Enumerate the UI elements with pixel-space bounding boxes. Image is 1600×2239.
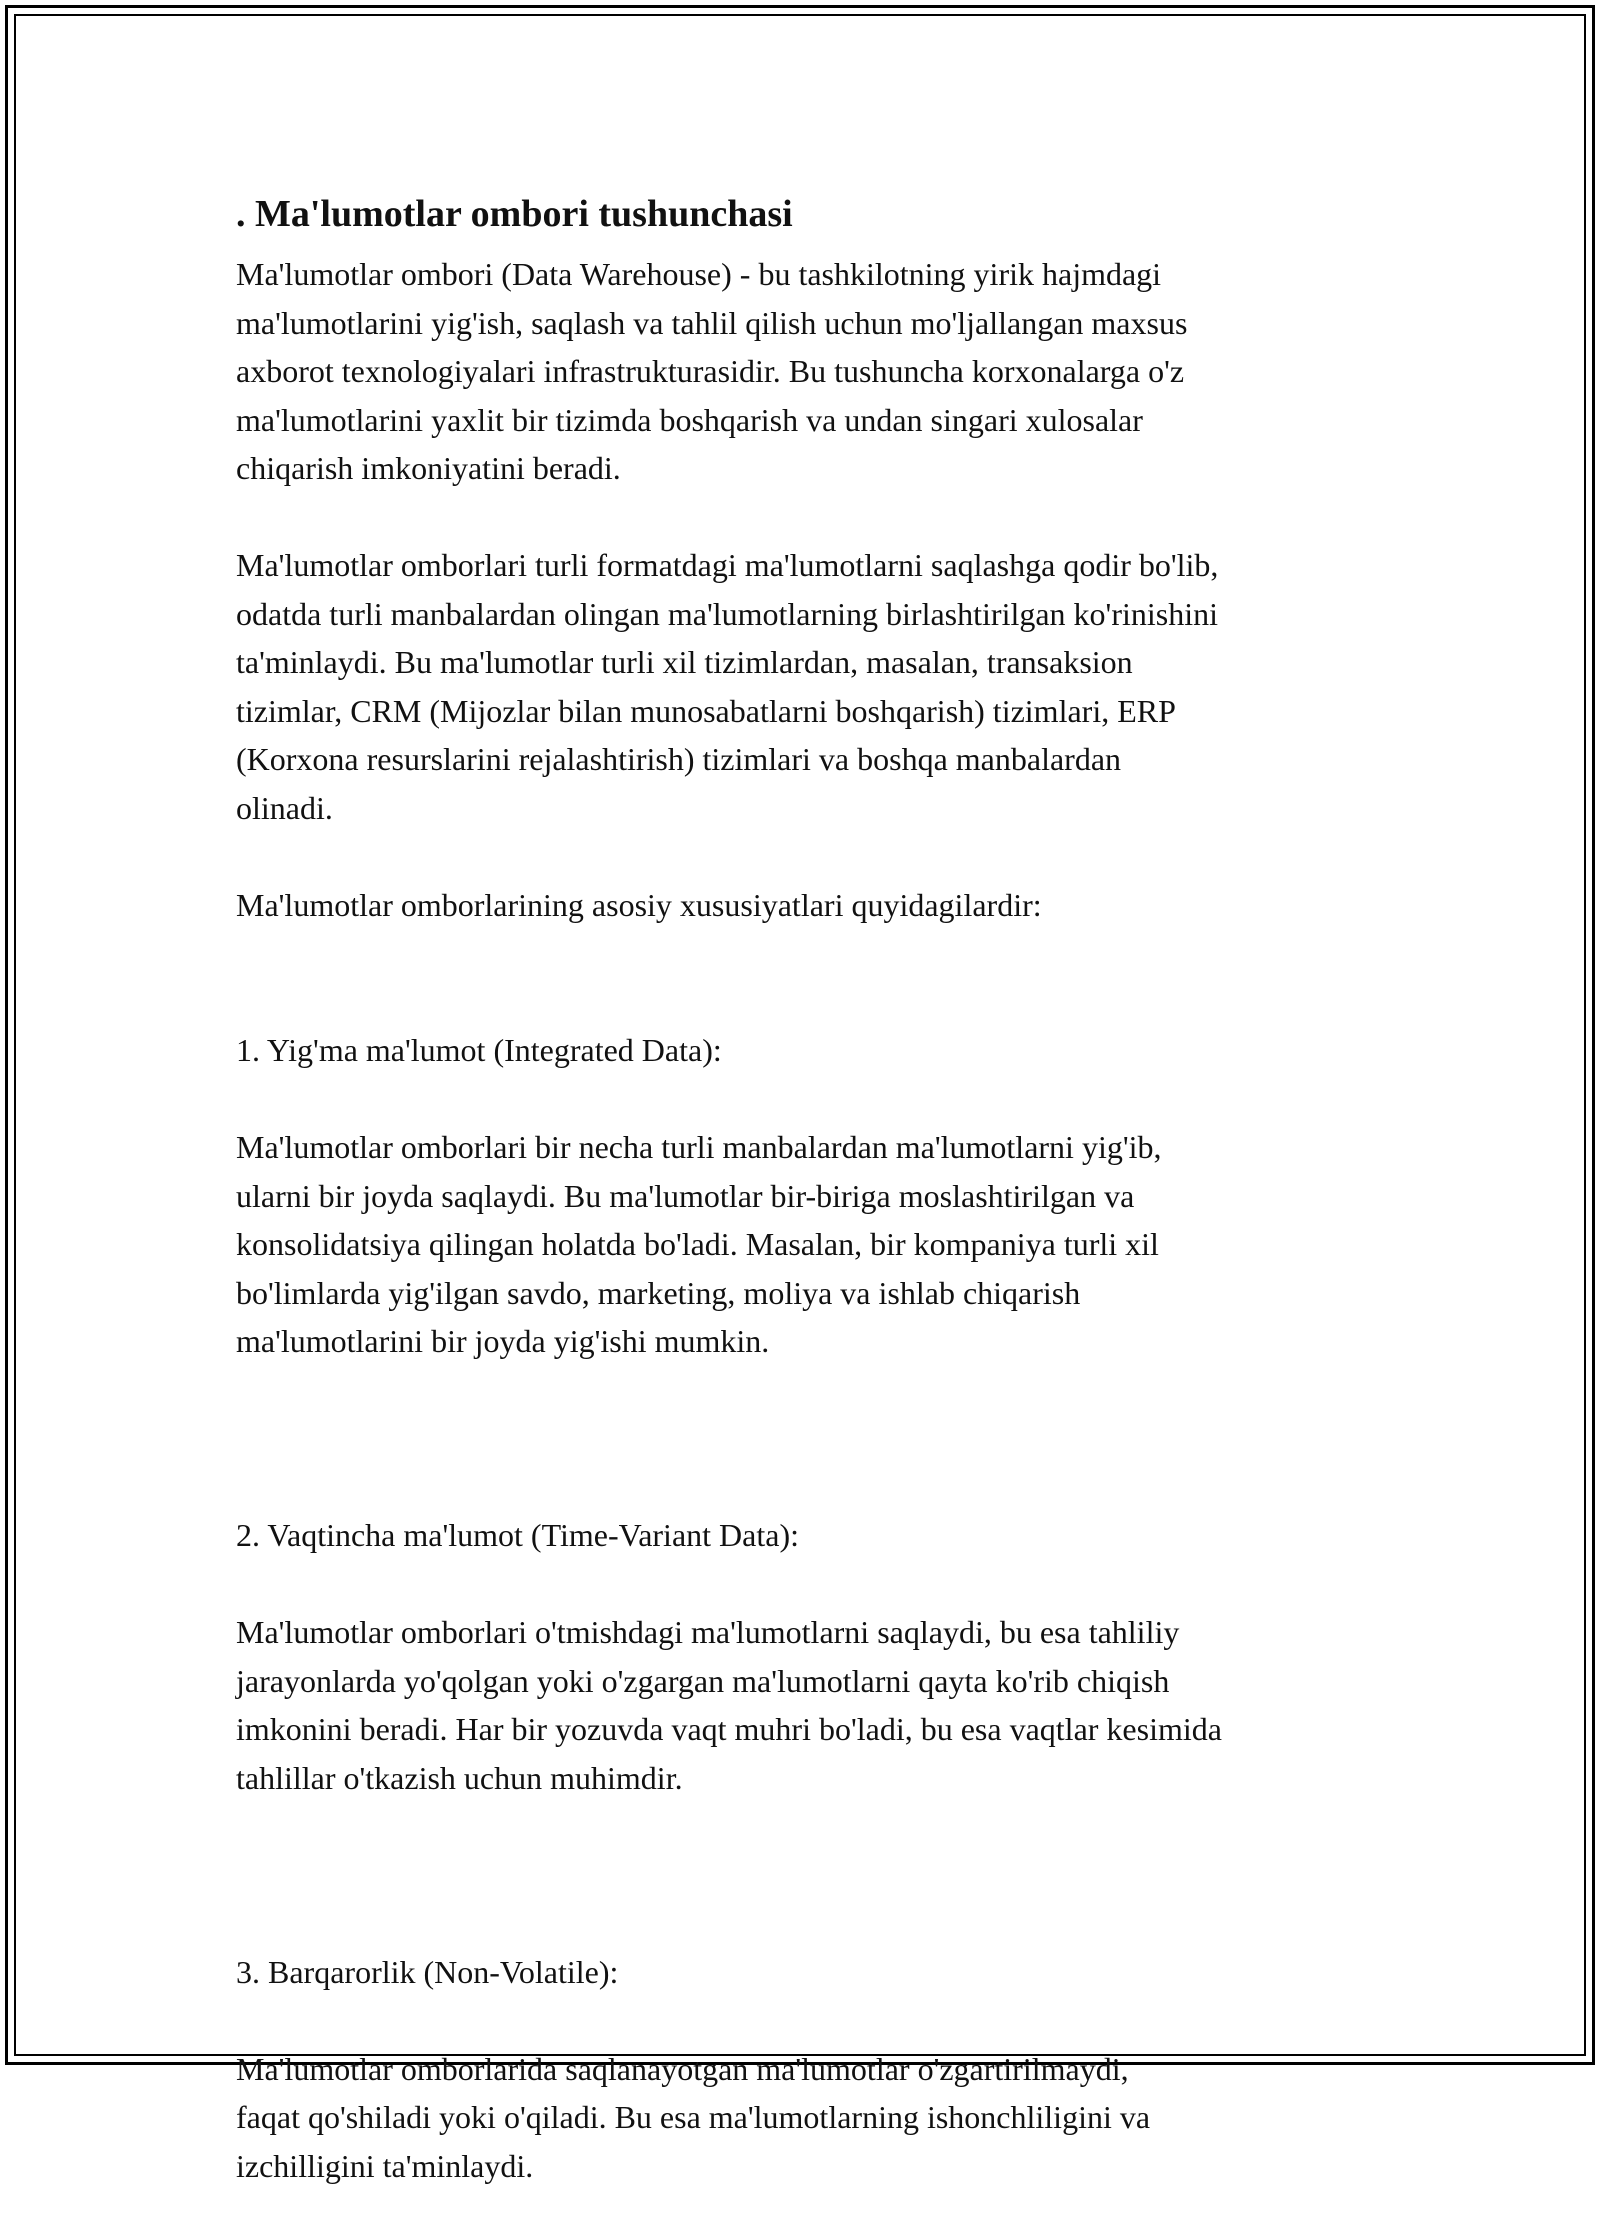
- document-content: [236, 188, 1376, 2239]
- features-intro-paragraph: Ma'lumotlar omborlarining asosiy xususiyatlari quyidagilardir:: [236, 886, 1042, 923]
- intro-paragraph: Ma'lumotlar ombori (Data Warehouse) - bu tashkilotning yirik hajmdagi ma'lumotlarini yig'ish, saqlash va tahlil qilish uchun mo'ljallangan maxsus axborot texnologiyalari infrastrukturasidir. Bu tushuncha korxonalarga o'z ma'lumotlarini yaxlit bir tizimda boshqarish va undan singari xulosalar chiqarish imkoniyatini beradi.: [236, 256, 1188, 486]
- sources-paragraph: Ma'lumotlar omborlari turli formatdagi ma'lumotlarni saqlashga qodir bo'lib, odatda turli manbalardan olingan ma'lumotlarning birlashtirilgan ko'rinishini ta'minlaydi. Bu ma'lumotlar turli xil tizimlardan, masalan, transaksion tizimlar, CRM (Mijozlar bilan munosabatlarni boshqarish) tizimlari, ERP (Korxona resurslarini rejalashtirish) tizimlari va boshqa manbalardan olinadi.: [236, 547, 1219, 826]
- list-item-heading: 2. Vaqtincha ma'lumot (Time-Variant Data):: [236, 1517, 799, 1553]
- list-item: [236, 1463, 1376, 1851]
- list-item-body: Ma'lumotlar omborlari bir necha turli manbalardan ma'lumotlarni yig'ib, ularni bir joyda saqlaydi. Bu ma'lumotlar bir-biriga moslashtirilgan va konsolidatsiya qilingan holatda bo'ladi. Masalan, bir kompaniya turli xil bo'limlarda yig'ilgan savdo, marketing, moliya va ishlab chiqarish ma'lumotlarini bir joyda yig'ishi mumkin.: [236, 1129, 1162, 1359]
- document-title: . Ma'lumotlar ombori tushunchasi: [236, 193, 793, 235]
- list-item-heading: 3. Barqarorlik (Non-Volatile):: [236, 1953, 619, 1990]
- list-item-heading: 1. Yig'ma ma'lumot (Integrated Data):: [236, 1032, 722, 1068]
- list-item: [236, 1899, 1376, 2239]
- list-item-body: Ma'lumotlar omborlari o'tmishdagi ma'lumotlarni saqlaydi, bu esa tahliliy jarayonlarda yo'qolgan yoki o'zgargan ma'lumotlarni qayta ko'rib chiqish imkonini beradi. Har bir yozuvda vaqt muhri bo'ladi, bu esa vaqtlar kesimida tahlillar o'tkazish uchun muhimdir.: [236, 1614, 1222, 1796]
- list-item: [236, 978, 1376, 1415]
- list-item-body: Ma'lumotlar omborlarida saqlanayotgan ma'lumotlar o'zgartirilmaydi, faqat qo'shiladi yoki o'qiladi. Bu esa ma'lumotlarning ishonchliligini va izchilligini ta'minlaydi.: [236, 2050, 1151, 2184]
